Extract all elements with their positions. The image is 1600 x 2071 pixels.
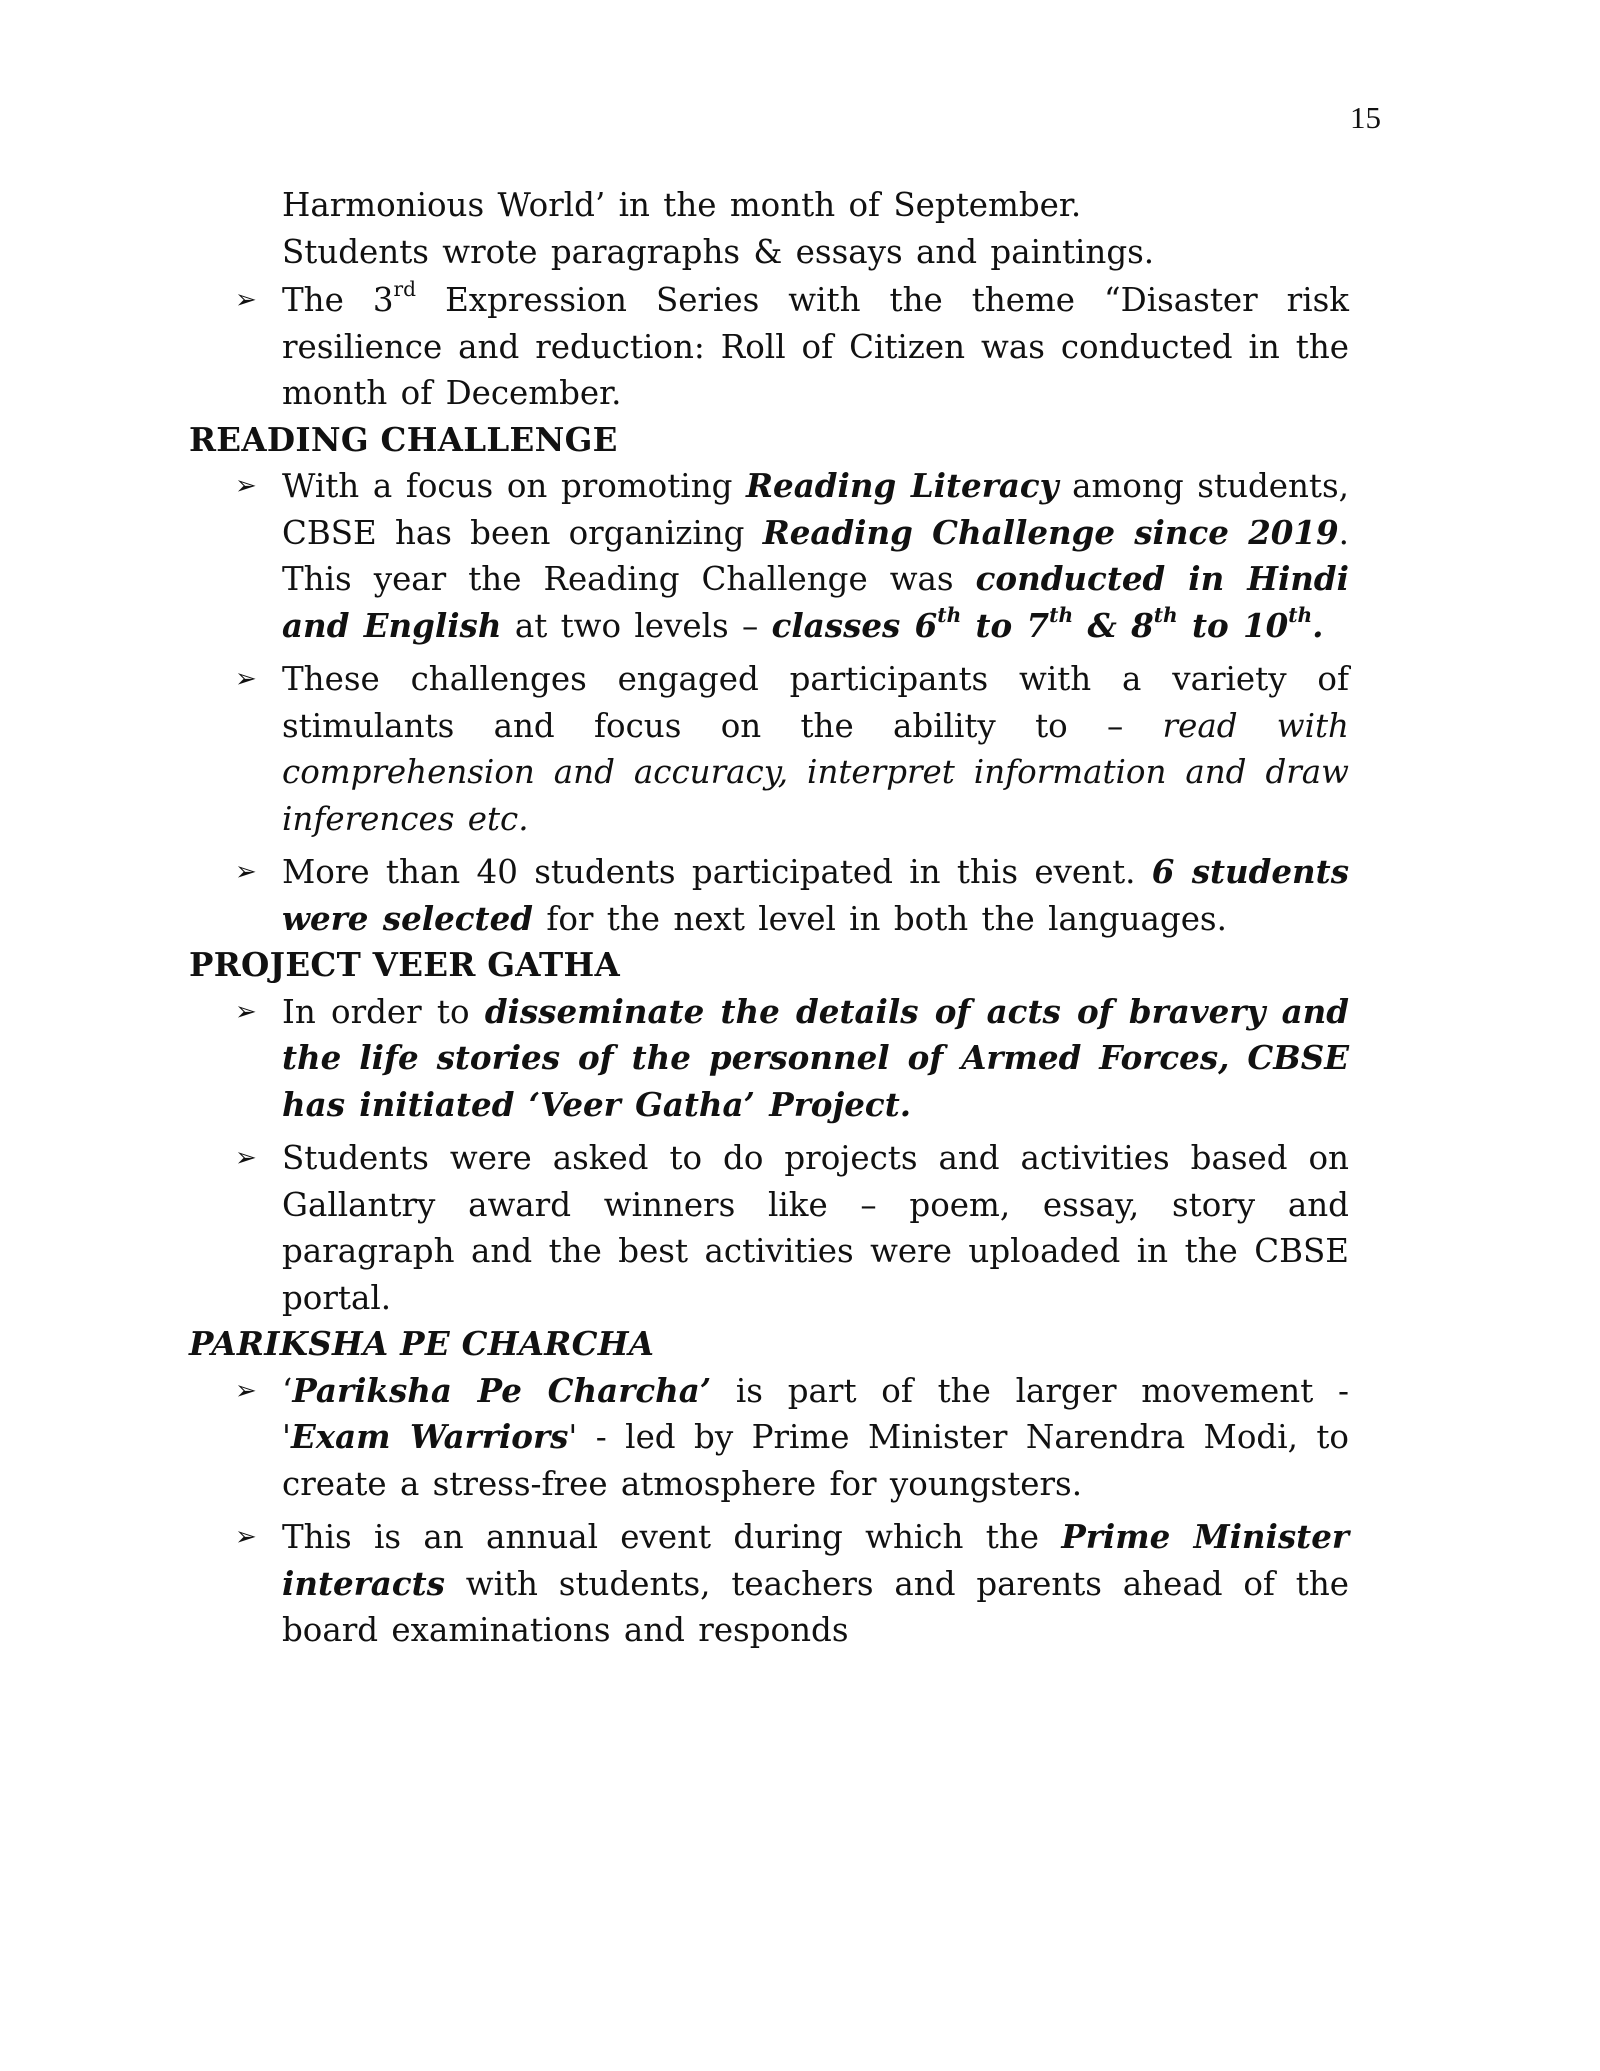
- arrow-bullet-icon: ➢: [235, 471, 257, 501]
- arrow-bullet-icon: ➢: [235, 664, 257, 694]
- arrow-bullet-icon: ➢: [235, 1522, 257, 1552]
- arrow-bullet-icon: ➢: [235, 996, 257, 1027]
- arrow-bullet-icon: ➢: [235, 285, 257, 315]
- pariksha-bullet-2: ➢ This is an annual event during which the Prime Minister interacts with students, teachers and parents ahead of the board examinations and responds: [282, 1514, 1349, 1654]
- pariksha-bullet-1: ➢ ‘Pariksha Pe Charcha’ is part of the larger movement - 'Exam Warriors' - led by Prime Minister Narendra Modi, to create a stress-free atmosphere for youngsters.: [282, 1368, 1349, 1508]
- arrow-bullet-icon: ➢: [235, 857, 257, 887]
- pariksha-heading: PARIKSHA PE CHARCHA: [189, 1324, 655, 1363]
- reading-challenge-bullet-2: ➢ These challenges engaged participants with a variety of stimulants and focus on the ability to – read with comprehension and accuracy, interpret information and draw inferences etc.: [282, 656, 1349, 842]
- veer-gatha-bullet-2: ➢ Students were asked to do projects and activities based on Gallantry award winners like – poem, essay, story and paragraph and the best activities were uploaded in the CBSE portal.: [282, 1135, 1349, 1321]
- reading-challenge-bullet-1: ➢ With a focus on promoting Reading Literacy among students, CBSE has been organizing Reading Challenge since 2019. This year the Reading Challenge was conducted in Hindi and English at two levels – classes 6th to 7th & 8th to 10th.: [282, 463, 1349, 649]
- continuation-paragraph: [282, 182, 1349, 275]
- continuation-line-1: Harmonious World’ in the month of September.: [282, 186, 1082, 224]
- arrow-bullet-icon: ➢: [235, 1375, 257, 1406]
- document-body: [189, 182, 1349, 1661]
- arrow-bullet-icon: ➢: [235, 1143, 257, 1173]
- veer-gatha-bullet-1: ➢ In order to disseminate the details of acts of bravery and the life stories of the personnel of Armed Forces, CBSE has initiated ‘Veer Gatha’ Project.: [282, 989, 1349, 1129]
- reading-challenge-heading: READING CHALLENGE: [189, 419, 618, 459]
- continuation-line-2: Students wrote paragraphs & essays and paintings.: [282, 232, 1155, 271]
- expression-series-bullet: ➢ The 3rd Expression Series with the theme “Disaster risk resilience and reduction: Roll of Citizen was conducted in the month of December.: [235, 276, 1349, 412]
- veer-gatha-heading: PROJECT VEER GATHA: [189, 945, 621, 984]
- page-number: 15: [1350, 100, 1381, 135]
- reading-challenge-bullet-3: ➢ More than 40 students participated in this event. 6 students were selected for the next level in both the languages.: [282, 849, 1349, 942]
